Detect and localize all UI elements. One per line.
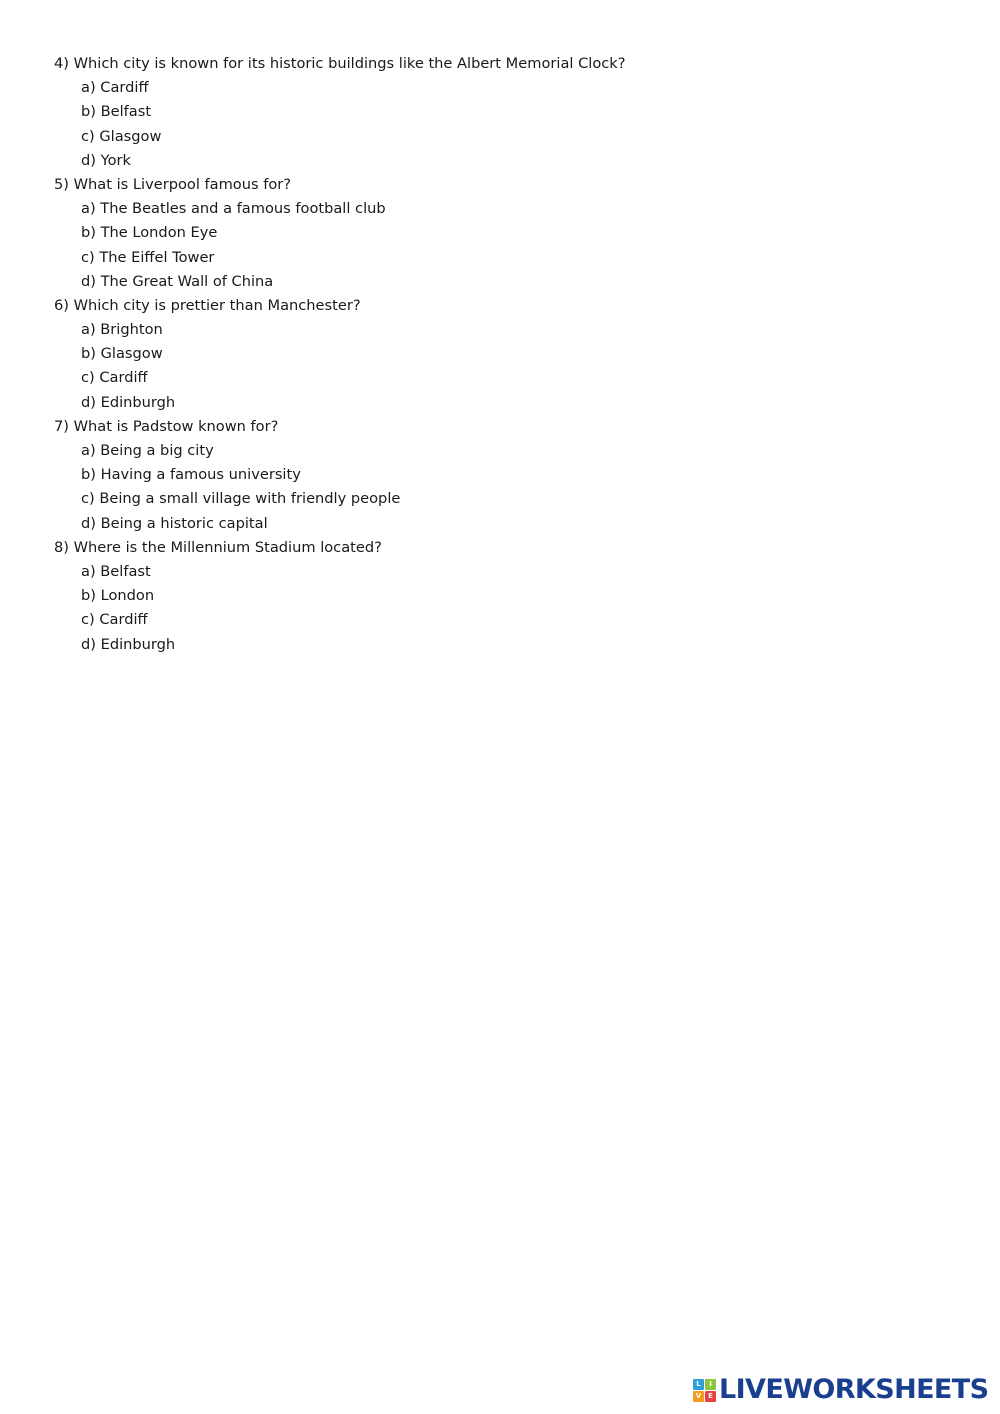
- answer-option[interactable]: a) The Beatles and a famous football club: [81, 200, 386, 218]
- liveworksheets-logo-icon: L I V E: [693, 1379, 716, 1402]
- question-5: [54, 173, 954, 294]
- question-text: 6) Which city is prettier than Manchester?: [54, 296, 361, 314]
- question-text: 5) What is Liverpool famous for?: [54, 175, 292, 193]
- question-4: [54, 52, 954, 173]
- answer-option[interactable]: b) Having a famous university: [81, 466, 301, 484]
- answer-option[interactable]: d) The Great Wall of China: [81, 272, 274, 290]
- answer-option[interactable]: d) Edinburgh: [81, 393, 176, 411]
- answer-option[interactable]: a) Belfast: [81, 562, 151, 580]
- answer-option[interactable]: d) York: [81, 151, 131, 169]
- answer-option[interactable]: b) Glasgow: [81, 345, 163, 363]
- question-text: 4) Which city is known for its historic buildings like the Albert Memorial Clock?: [54, 55, 626, 72]
- answer-option[interactable]: c) The Eiffel Tower: [81, 248, 215, 266]
- question-7: [54, 415, 954, 536]
- answer-option[interactable]: a) Being a big city: [81, 442, 214, 459]
- answer-option[interactable]: c) Glasgow: [81, 127, 162, 145]
- worksheet-questions: [54, 52, 954, 657]
- question-text: 8) Where is the Millennium Stadium located?: [54, 538, 382, 556]
- question-8: [54, 536, 954, 657]
- liveworksheets-logo: [693, 1374, 988, 1406]
- question-text: 7) What is Padstow known for?: [54, 417, 279, 435]
- answer-option[interactable]: c) Being a small village with friendly people: [81, 490, 401, 508]
- answer-option[interactable]: d) Being a historic capital: [81, 514, 268, 532]
- answer-option[interactable]: a) Cardiff: [81, 79, 149, 97]
- logo-wordmark: LIVEWORKSHEETS: [719, 1374, 989, 1405]
- answer-option[interactable]: d) Edinburgh: [81, 635, 176, 653]
- question-6: [54, 294, 954, 415]
- answer-option[interactable]: b) The London Eye: [81, 224, 218, 242]
- answer-option[interactable]: c) Cardiff: [81, 369, 148, 387]
- answer-option[interactable]: b) London: [81, 587, 155, 605]
- answer-option[interactable]: b) Belfast: [81, 103, 152, 121]
- answer-option[interactable]: c) Cardiff: [81, 611, 148, 629]
- answer-option[interactable]: a) Brighton: [81, 321, 163, 339]
